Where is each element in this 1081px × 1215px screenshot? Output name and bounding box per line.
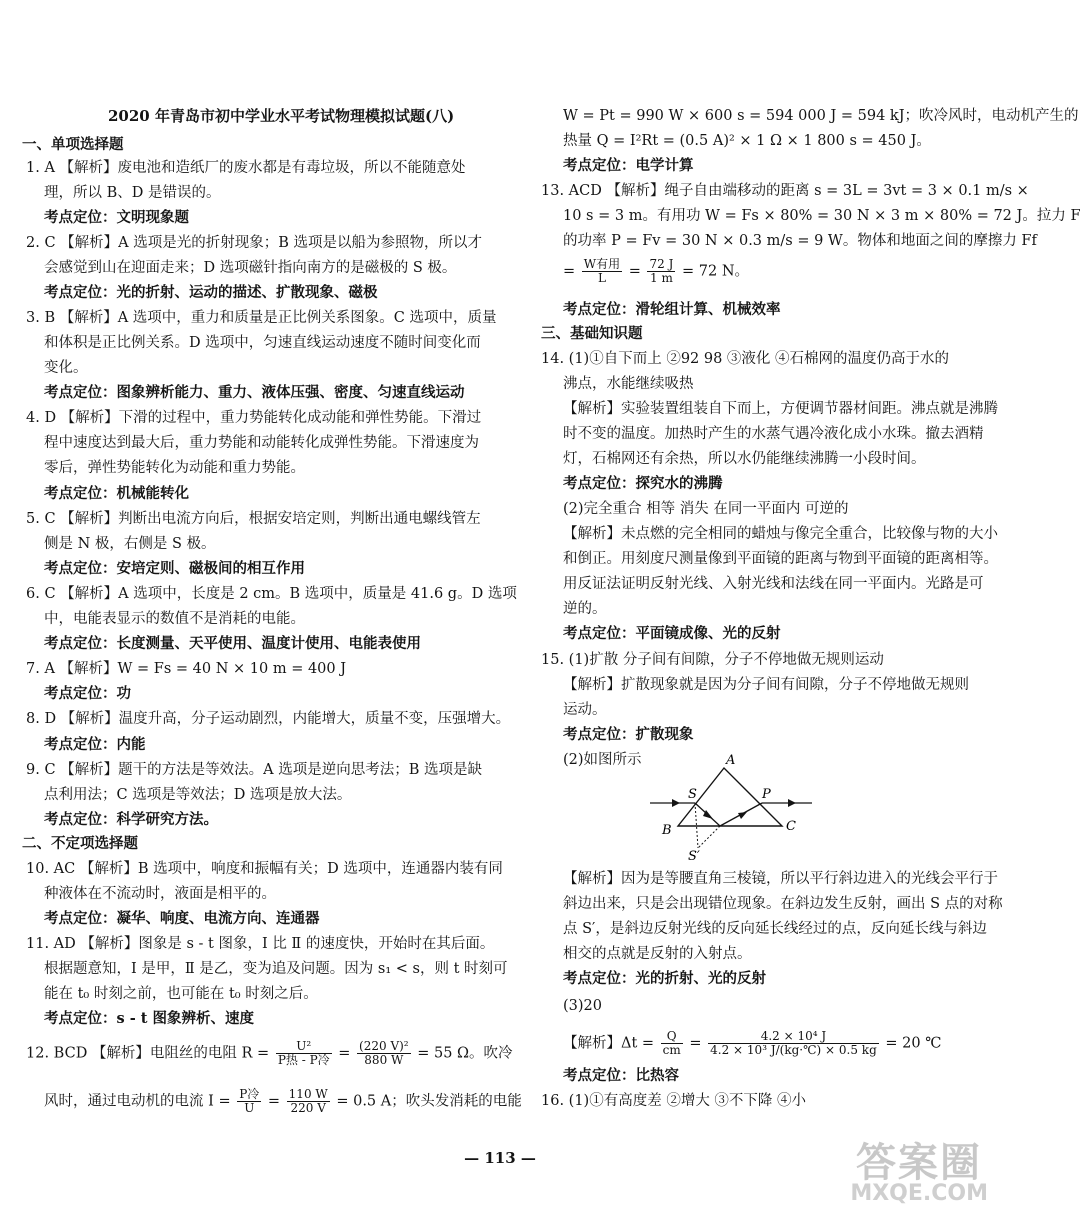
q15-frac2-num: 4.2 × 10⁴ J: [708, 1030, 879, 1044]
q4-line-1: 4. D 【解析】下滑的过程中，重力势能转化成动能和弹性势能。下滑过: [26, 410, 482, 426]
q12-fraction-2: [357, 1040, 411, 1067]
q15-frac2-den: 4.2 × 10³ J/(kg·℃) × 0.5 kg: [710, 1043, 877, 1057]
q14-line-10: 逆的。: [563, 601, 607, 617]
q13-text-1: =: [563, 263, 576, 280]
section-heading-basic: 三、基础知识题: [541, 325, 643, 342]
label-C: C: [786, 819, 796, 834]
q15-topic-3: 考点定位：比热容: [563, 1067, 679, 1084]
q8-line-1: 8. D 【解析】温度升高，分子运动剧烈，内能增大，质量不变，压强增大。: [26, 711, 511, 727]
q13-frac2-den: 1 m: [650, 271, 673, 285]
q9-line-1: 9. C 【解析】题干的方法是等效法。A 选项是逆向思考法；B 选项是缺: [26, 762, 482, 778]
q14-line-9: 用反证法证明反射光线、入射光线和法线在同一平面内。光路是可: [563, 576, 984, 592]
q7-line-1: 7. A 【解析】W = Fs = 40 N × 10 m = 400 J: [26, 661, 347, 677]
q1-topic: 考点定位：文明现象题: [44, 209, 189, 226]
q12-frac4-den: 220 V: [290, 1101, 326, 1115]
q15-line-3: 运动。: [563, 702, 607, 718]
q3-line-1: 3. B 【解析】A 选项中，重力和质量是正比例关系图象。C 选项中，质量: [26, 310, 497, 326]
q1-line-2: 理，所以 B、D 是错误的。: [44, 185, 221, 201]
q2-line-2: 会感觉到山在迎面走来；D 选项磁针指向南方的是磁极的 S 极。: [44, 260, 457, 276]
q12-text-1: 12. BCD 【解析】电阻丝的电阻 R =: [26, 1045, 270, 1062]
q13-line-4: [563, 258, 749, 285]
label-S-prime: S′: [688, 849, 700, 864]
q12-frac4-num: 110 W: [288, 1087, 328, 1101]
q5-line-1: 5. C 【解析】判断出电流方向后，根据安培定则，判断出通电螺线管左: [26, 511, 481, 527]
q15-line-7: 点 S′，是斜边反射光线的反向延长线经过的点，反向延长线与斜边: [563, 921, 987, 937]
page-title: 2020 年青岛市初中学业水平考试物理模拟试题(八): [108, 107, 455, 125]
q9-topic: 考点定位：科学研究方法。: [44, 811, 218, 828]
q11-line-1: 11. AD 【解析】图象是 s - t 图象，Ⅰ 比 Ⅱ 的速度快，开始时在其后面。: [26, 936, 495, 952]
q4-line-2: 程中速度达到最大后，重力势能和动能转化成弹性势能。下滑速度为: [44, 435, 479, 451]
q15-fraction-1: [661, 1030, 683, 1057]
q15-line-5: 【解析】因为是等腰直角三棱镜，所以平行斜边进入的光线会平行于: [563, 871, 998, 887]
q12-fraction-4: [287, 1088, 330, 1115]
q15-line-6: 斜边出来，只是会出现错位现象。在斜边发生反射，画出 S 点的对称: [563, 896, 1003, 912]
q15-topic-2: 考点定位：光的折射、光的反射: [563, 970, 766, 987]
q12-text-4: = 0.5 A；吹头发消耗的电能: [336, 1093, 522, 1110]
q10-topic: 考点定位：凝华、响度、电流方向、连通器: [44, 910, 320, 927]
q13-line-3: 的功率 P = Fv = 30 N × 0.3 m/s = 9 W。物体和地面之间的摩擦力 Ff: [563, 233, 1037, 249]
q12-frac3-den: U: [244, 1101, 255, 1115]
q13-frac1-num: W有用: [583, 257, 621, 271]
q5-line-2: 侧是 N 极，右侧是 S 极。: [44, 536, 216, 552]
q2-line-1: 2. C 【解析】A 选项是光的折射现象；B 选项是以船为参照物，所以才: [26, 235, 482, 251]
q12-fraction-3: [237, 1088, 261, 1115]
q12-frac2-num: (220 V)²: [359, 1039, 409, 1053]
q15-equals: =: [689, 1035, 702, 1052]
label-P: P: [762, 787, 771, 802]
watermark-url: MXQE.COM: [850, 1181, 988, 1206]
q15-line-10: [563, 1030, 941, 1057]
q13-text-2: = 72 N。: [682, 263, 750, 280]
q6-topic: 考点定位：长度测量、天平使用、温度计使用、电能表使用: [44, 635, 421, 652]
q16-line-1: 16. (1)①有高度差 ②增大 ③不下降 ④小: [541, 1093, 807, 1109]
q3-topic: 考点定位：图象辨析能力、重力、液体压强、密度、匀速直线运动: [44, 384, 465, 401]
q15-line-8: 相交的点就是反射的入射点。: [563, 946, 752, 962]
q12-topic: 考点定位：电学计算: [563, 157, 694, 174]
q12-equals-2: =: [267, 1093, 281, 1110]
q12-cont-line-2: 热量 Q = I²Rt = (0.5 A)² × 1 Ω × 1 800 s = 450 J。: [563, 133, 931, 149]
label-A: A: [726, 753, 736, 768]
q10-line-1: 10. AC 【解析】B 选项中，响度和振幅有关；D 选项中，连通器内装有同: [26, 861, 503, 877]
watermark: [812, 1129, 992, 1209]
q14-topic-2: 考点定位：平面镜成像、光的反射: [563, 625, 781, 642]
q12-text-3: 风时，通过电动机的电流 I =: [44, 1093, 231, 1110]
watermark-logo-text: 答案圈: [856, 1140, 982, 1186]
q8-topic: 考点定位：内能: [44, 736, 146, 753]
q15-frac1-num: Q: [661, 1030, 683, 1044]
q12-fraction-1: [276, 1040, 332, 1067]
q12-equals-1: =: [338, 1045, 351, 1062]
q13-line-2: 10 s = 3 m。有用功 W = Fs × 80% = 30 N × 3 m × 80% = 72 J。拉力 F: [563, 208, 1081, 224]
q13-equals: =: [628, 263, 641, 280]
q14-line-5: 灯，石棉网还有余热，所以水仍能继续沸腾一小段时间。: [563, 451, 926, 467]
q15-line-9: (3)20: [563, 998, 602, 1014]
q14-line-2: 沸点，水能继续吸热: [563, 376, 694, 392]
q13-fraction-1: [582, 258, 622, 285]
q12-cont-line-1: W = Pt = 990 W × 600 s = 594 000 J = 594 kJ；吹冷风时，电动机产生的: [563, 108, 1079, 124]
q2-topic: 考点定位：光的折射、运动的描述、扩散现象、磁极: [44, 284, 378, 301]
q12-frac1-num: U²: [276, 1040, 332, 1054]
q13-line-1: 13. ACD 【解析】绳子自由端移动的距离 s = 3L = 3vt = 3 × 0.1 m/s ×: [541, 183, 1029, 199]
q11-line-2: 根据题意知，Ⅰ 是甲，Ⅱ 是乙，变为追及问题。因为 s₁ < s，则 t 时刻可: [44, 961, 508, 977]
q15-line-1: 15. (1)扩散 分子间有间隙，分子不停地做无规则运动: [541, 652, 884, 668]
q12-text-2: = 55 Ω。吹冷: [417, 1045, 513, 1062]
q14-line-1: 14. (1)①自下而上 ②92 98 ③液化 ④石棉网的温度仍高于水的: [541, 351, 950, 367]
q11-line-3: 能在 t₀ 时刻之前，也可能在 t₀ 时刻之后。: [44, 986, 318, 1002]
q6-line-2: 中，电能表显示的数值不是消耗的电能。: [44, 611, 305, 627]
emergent-arrow: [788, 799, 796, 807]
q9-line-2: 点利用法；C 选项是等效法；D 选项是放大法。: [44, 787, 352, 803]
q14-line-4: 时不变的温度。加热时产生的水蒸气遇冷液化成小水珠。撤去酒精: [563, 426, 984, 442]
label-B: B: [662, 823, 672, 838]
q3-line-3: 变化。: [44, 360, 88, 376]
q12-frac3-num: P冷: [239, 1087, 260, 1101]
q1-line-1: 1. A 【解析】废电池和造纸厂的废水都是有毒垃圾，所以不能随意处: [26, 160, 466, 176]
q12-line-1: [26, 1040, 513, 1067]
q4-topic: 考点定位：机械能转化: [44, 485, 189, 502]
q7-topic: 考点定位：功: [44, 685, 131, 702]
q15-line-4: (2)如图所示: [563, 752, 642, 768]
q10-line-2: 种液体在不流动时，液面是相平的。: [44, 886, 276, 902]
q11-topic: 考点定位：s - t 图象辨析、速度: [44, 1010, 255, 1027]
q12-line-2: [44, 1088, 522, 1115]
q14-line-7: 【解析】未点燃的完全相同的蜡烛与像完全重合，比较像与物的大小: [563, 526, 998, 542]
label-S: S: [688, 787, 697, 802]
q14-topic-1: 考点定位：探究水的沸腾: [563, 475, 723, 492]
q14-line-8: 和倒正。用刻度尺测量像到平面镜的距离与物到平面镜的距离相等。: [563, 551, 998, 567]
q12-frac2-den: 880 W: [364, 1053, 404, 1067]
q15-frac1-den: cm: [662, 1043, 681, 1057]
q13-topic: 考点定位：滑轮组计算、机械效率: [563, 301, 781, 318]
section-heading-multi-choice: 二、不定项选择题: [22, 835, 138, 852]
image-extension-line: [698, 826, 720, 848]
q15-line-2: 【解析】扩散现象就是因为分子间有间隙，分子不停地做无规则: [563, 677, 969, 693]
q5-topic: 考点定位：安培定则、磁极间的相互作用: [44, 560, 305, 577]
q15-text-1: 【解析】Δt =: [563, 1035, 655, 1052]
reflected-arrow: [738, 812, 747, 819]
section-heading-single-choice: 一、单项选择题: [22, 136, 124, 153]
q14-line-3: 【解析】实验装置组装自下而上，方便调节器材间距。沸点就是沸腾: [563, 401, 998, 417]
q3-line-2: 和体积是正比例关系。D 选项中，匀速直线运动速度不随时间变化而: [44, 335, 481, 351]
q4-line-3: 零后，弹性势能转化为动能和重力势能。: [44, 460, 305, 476]
q6-line-1: 6. C 【解析】A 选项中，长度是 2 cm。B 选项中，质量是 41.6 g。D 选项: [26, 586, 517, 602]
q12-frac1-den: P热 - P冷: [277, 1053, 330, 1067]
q15-fraction-2: [708, 1030, 879, 1057]
prism-diagram: [640, 750, 820, 865]
q15-text-2: = 20 ℃: [885, 1035, 942, 1052]
incident-arrow: [672, 799, 680, 807]
q15-topic-1: 考点定位：扩散现象: [563, 726, 694, 743]
q13-frac1-den: L: [597, 271, 606, 285]
q13-fraction-2: [647, 258, 675, 285]
q13-frac2-num: 72 J: [649, 257, 674, 271]
q14-line-6: (2)完全重合 相等 消失 在同一平面内 可逆的: [563, 501, 849, 517]
page-number: — 113 —: [464, 1149, 536, 1167]
